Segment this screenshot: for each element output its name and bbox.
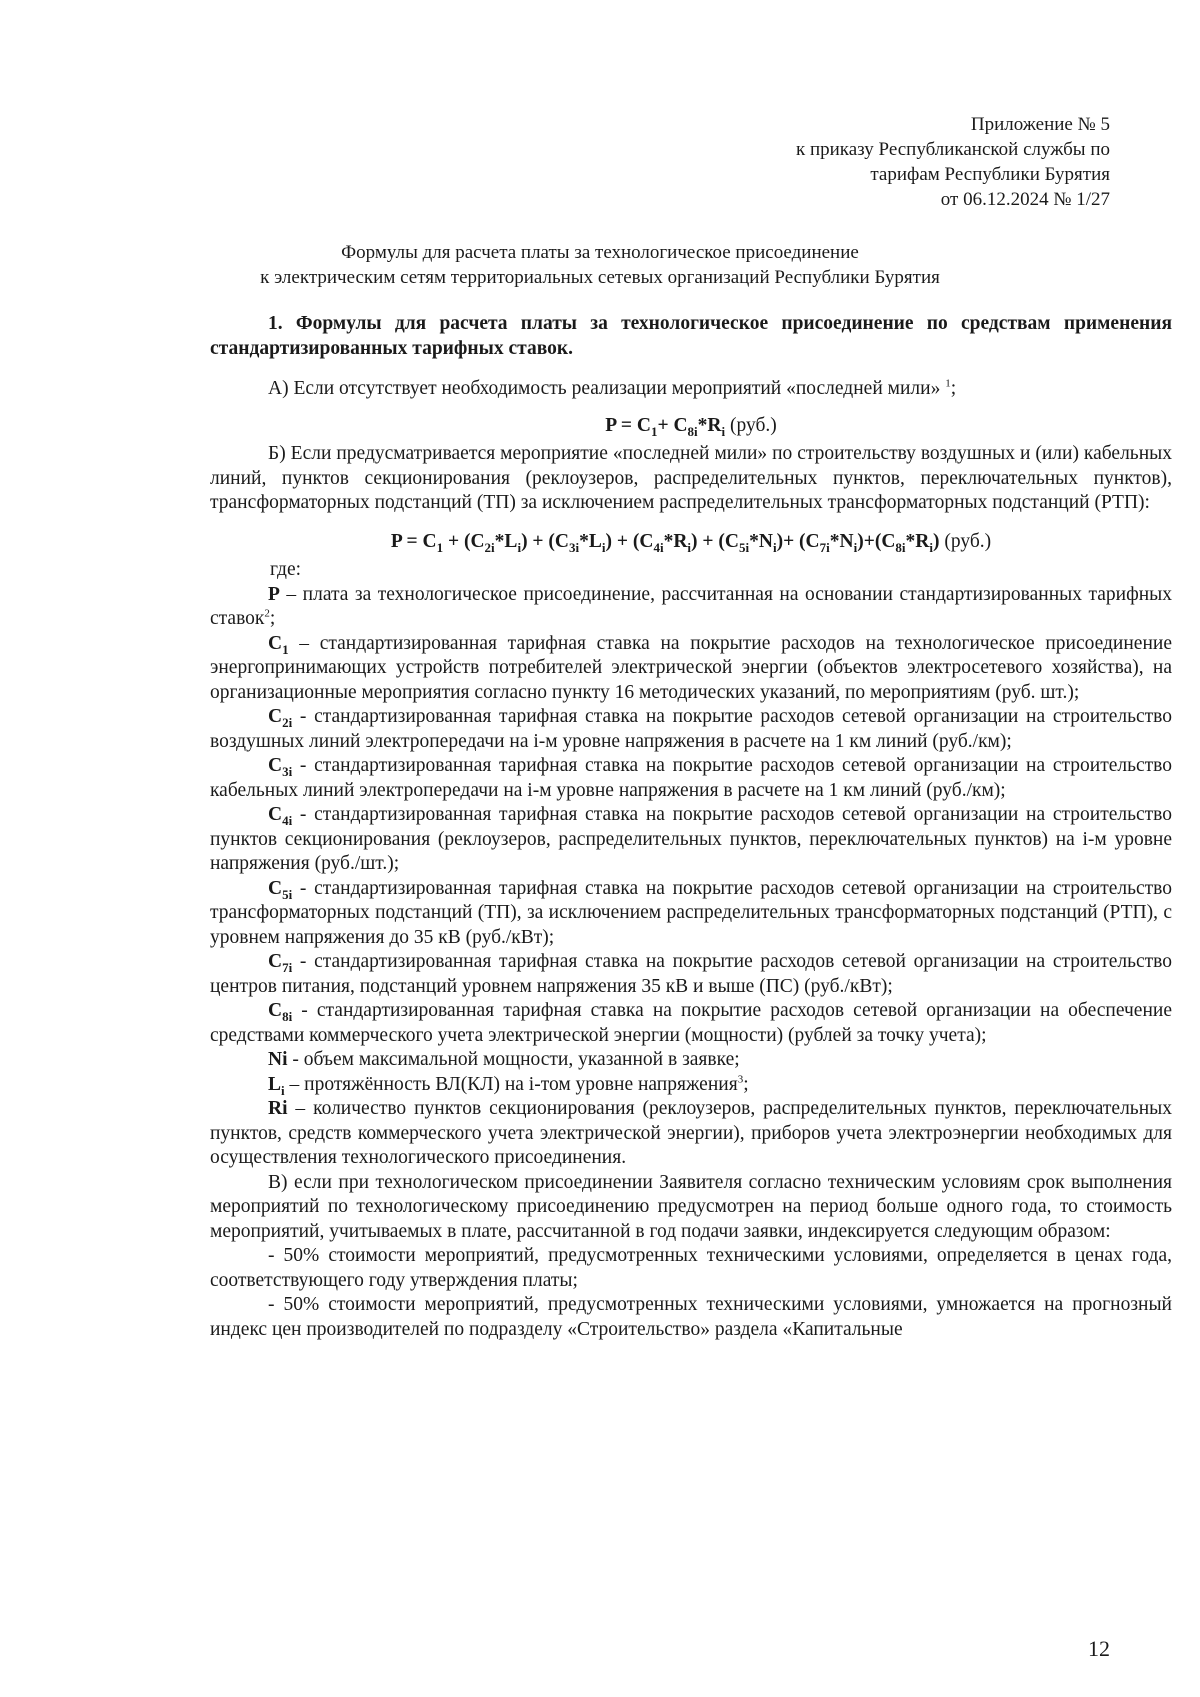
formula-b-sub: 1	[436, 539, 444, 555]
definition-subscript: 8i	[282, 1008, 293, 1024]
definition-subscript: i	[281, 1082, 285, 1098]
formula-b-sub: i	[687, 539, 692, 555]
definition-text: - стандартизированная тарифная ставка на покрытие расходов сетевой организации на строительство центров питания, подстанций уровнем напряжения 35 кВ и выше (ПС) (руб./кВт);	[210, 951, 1172, 997]
formula-a-sub: 1	[650, 423, 658, 439]
definition-symbol: C	[268, 1000, 283, 1021]
formula-b-sub: 7i	[819, 539, 830, 555]
definition-c7i	[210, 950, 1172, 999]
appendix-line-1: Приложение № 5	[970, 114, 1110, 135]
appendix-header	[796, 112, 1110, 212]
definition-text: - объем максимальной мощности, указанной в заявке;	[287, 1049, 740, 1070]
definition-c4i	[210, 803, 1172, 877]
formula-b-part: )+ (C	[776, 530, 820, 552]
formula-b-part: *N	[749, 530, 773, 552]
definition-symbol: Ni	[268, 1049, 288, 1070]
appendix-line-4: от 06.12.2024 № 1/27	[940, 189, 1110, 210]
formula-b-sub: i	[517, 539, 522, 555]
bullet-item-1: - 50% стоимости мероприятий, предусмотренных техническими условиями, определяется в ценах года, соответствующего году утверждения платы;	[210, 1245, 1172, 1291]
appendix-line-2: к приказу Республиканской службы по	[795, 139, 1110, 160]
definition-text: - стандартизированная тарифная ставка на покрытие расходов сетевой организации на строительство кабельных линий электропередачи на i-м уровне напряжения в расчете на 1 км линий (руб./км);	[210, 755, 1172, 801]
appendix-line-3: тарифам Республики Бурятия	[870, 164, 1110, 185]
definition-tail: ;	[743, 1073, 749, 1095]
definition-text: – протяжённость ВЛ(КЛ) на i-том уровне напряжения	[284, 1073, 738, 1095]
definition-text: - стандартизированная тарифная ставка на покрытие расходов сетевой организации на строительство трансформаторных подстанций (ТП), за исключением распределительных трансформаторных подстанций (РТП), с уровнем напряжения до 35 кВ (руб./кВт);	[210, 877, 1172, 948]
definition-li	[210, 1073, 1172, 1098]
formula-b-part: *N	[829, 530, 854, 552]
formula-a-part: + C	[657, 414, 688, 436]
definition-text: – количество пунктов секционирования (реклоузеров, распределительных пунктов, переключательных пунктов, средств коммерческого учета электрической энергии), приборов учета электроэнергии необходимых для осуществления технологического присоединения.	[210, 1098, 1172, 1168]
definition-c5i	[210, 877, 1172, 951]
section-heading: 1. Формулы для расчета платы за технологическое присоединение по средствам применения стандартизированных тарифных ставок.	[210, 313, 1172, 359]
footnote-mark-2: 2	[264, 607, 270, 620]
definition-symbol: C	[268, 804, 283, 825]
formula-b-sub: 4i	[653, 539, 664, 555]
case-a-paragraph	[210, 377, 1172, 402]
formula-b-part: )	[933, 530, 940, 552]
formula-b-sub: 3i	[569, 539, 580, 555]
footnote-mark-3: 3	[737, 1073, 744, 1085]
title-line-1: Формулы для расчета платы за технологическое присоединение	[341, 242, 859, 263]
document-title	[0, 240, 1200, 290]
formula-b-sub: i	[853, 539, 858, 555]
definition-symbol: Ri	[268, 1098, 288, 1119]
definition-symbol: L	[268, 1073, 282, 1095]
formula-b-sub: 5i	[738, 539, 750, 555]
formula-b-part: P = C	[390, 530, 437, 552]
definition-c1	[210, 632, 1172, 706]
case-b-paragraph: Б) Если предусматривается мероприятие «последней мили» по строительству воздушных и (или) кабельных линий, пунктов секционирования (реклоузеров, распределительных пунктов, переключательных пунктов), трансформаторных подстанций (ТП) за исключением распределительных трансформаторных подстанций (РТП):	[210, 443, 1172, 513]
case-a-text: А) Если отсутствует необходимость реализации мероприятий «последней мили»	[268, 378, 941, 399]
definition-text: – стандартизированная тарифная ставка на покрытие расходов на технологическое присоединение энергопринимающих устройств потребителей электрической энергии (объектов электросетевого хозяйства), на организационные мероприятия согласно пункту 16 методических указаний, по мероприятиям (руб. шт.);	[210, 632, 1172, 703]
formula-b-part: *L	[494, 530, 518, 552]
case-c-paragraph: В) если при технологическом присоединении Заявителя согласно техническим условиям срок выполнения мероприятий по технологическому присоединению предусмотрен на период больше одного года, то стоимость мероприятий, учитываемых в плате, рассчитанной в год подачи заявки, индексируется следующим образом:	[210, 1171, 1172, 1242]
formula-b-sub: i	[772, 539, 777, 555]
footnote-mark-1: 1	[945, 377, 951, 390]
formula-a-part: *R	[697, 414, 722, 436]
formula-a	[210, 414, 1172, 439]
definition-subscript: 3i	[282, 763, 293, 779]
formula-a-part: P = C	[605, 414, 651, 436]
formula-b-part: ) + (C	[691, 530, 739, 552]
definition-tail: ;	[269, 608, 276, 629]
definition-text: - стандартизированная тарифная ставка на покрытие расходов сетевой организации на строительство пунктов секционирования (реклоузеров, распределительных пунктов, переключательных пунктов) на i-м уровне напряжения (руб./шт.);	[210, 804, 1172, 874]
where-label: где:	[270, 559, 302, 580]
definition-subscript: 5i	[282, 886, 293, 902]
formula-b-sub: 2i	[484, 539, 495, 555]
definition-text: - стандартизированная тарифная ставка на покрытие расходов сетевой организации на обеспечение средствами коммерческого учета электрической энергии (мощности) (рублей за точку учета);	[210, 1000, 1172, 1046]
case-a-tail: ;	[950, 378, 957, 399]
formula-b	[210, 530, 1172, 555]
formula-b-part: + (C	[443, 530, 485, 552]
definition-c3i	[210, 754, 1172, 803]
formula-b-unit: (руб.)	[944, 530, 992, 552]
formula-a-sub: 8i	[687, 423, 698, 439]
definition-ri	[210, 1097, 1172, 1171]
formula-b-part: *R	[905, 530, 930, 552]
definition-symbol: C	[268, 706, 283, 727]
formula-b-sub: i	[601, 539, 606, 555]
definition-subscript: 4i	[282, 812, 293, 828]
definition-text: – плата за технологическое присоединение, рассчитанная на основании стандартизированных тарифных ставок	[210, 583, 1172, 629]
formula-b-part: *R	[663, 530, 688, 552]
definition-symbol: C	[268, 755, 283, 776]
formula-b-part: )+(C	[857, 530, 896, 552]
definition-c2i	[210, 705, 1172, 754]
definition-ni	[210, 1048, 1172, 1073]
page-number: 12	[1088, 1636, 1110, 1661]
title-line-2: к электрическим сетям территориальных сетевых организаций Республики Бурятия	[260, 267, 940, 288]
formula-a-sub: i	[721, 423, 726, 439]
document-body	[210, 312, 1172, 1342]
definition-subscript: 7i	[282, 959, 293, 975]
definition-subscript: 1	[282, 641, 289, 657]
definition-c8i	[210, 999, 1172, 1048]
formula-b-sub: i	[929, 539, 934, 555]
formula-b-part: *L	[579, 530, 602, 552]
definition-subscript: 2i	[282, 714, 293, 730]
definition-symbol: P	[268, 583, 280, 605]
formula-a-unit: (руб.)	[730, 414, 777, 436]
definition-symbol: C	[268, 632, 283, 654]
definition-p	[210, 583, 1172, 632]
definition-text: - стандартизированная тарифная ставка на покрытие расходов сетевой организации на строительство воздушных линий электропередачи на i-м уровне напряжения в расчете на 1 км линий (руб./км);	[210, 706, 1172, 752]
formula-b-part: ) + (C	[521, 530, 569, 552]
formula-b-sub: 8i	[895, 539, 906, 555]
bullet-item-2: - 50% стоимости мероприятий, предусмотренных техническими условиями, умножается на прогнозный индекс цен производителей по подразделу «Строительство» раздела «Капитальные	[210, 1294, 1172, 1340]
definition-symbol: C	[268, 877, 283, 899]
definition-symbol: C	[268, 951, 283, 972]
formula-b-part: ) + (C	[605, 530, 654, 552]
